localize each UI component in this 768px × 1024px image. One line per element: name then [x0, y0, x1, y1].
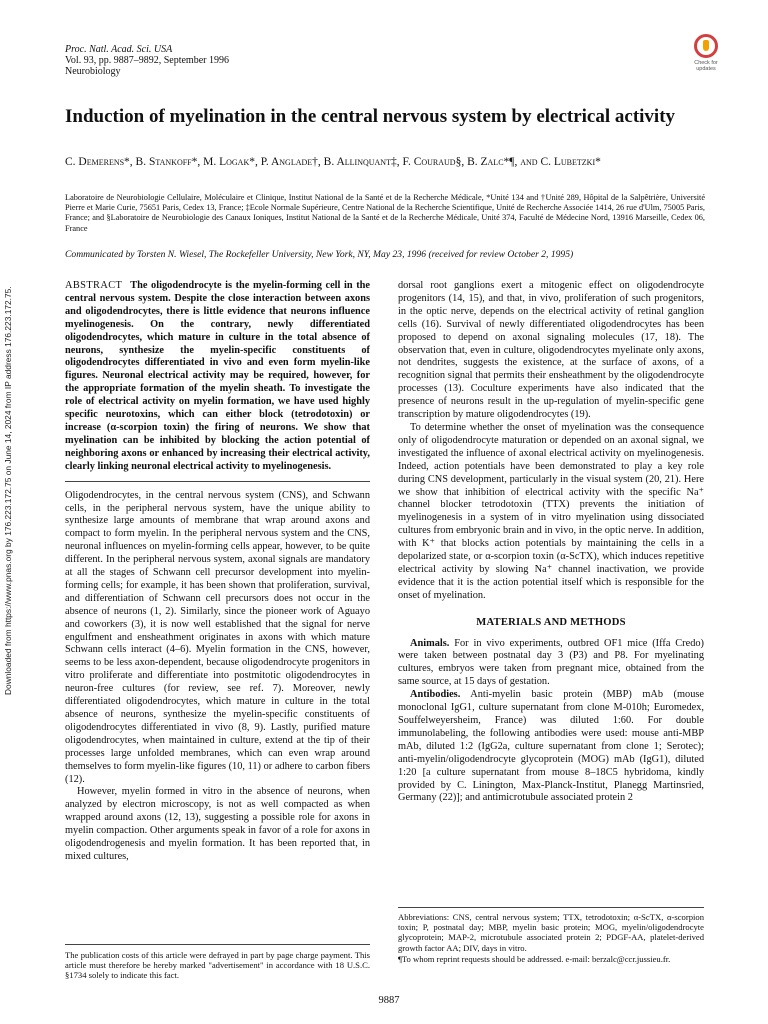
subheading-animals: Animals.	[410, 637, 450, 649]
badge-line-2: updates	[696, 66, 716, 72]
body-paragraph: Oligodendrocytes, in the central nervous system (CNS), and Schwann cells, in the peripheral nervous system, have the unique ability to synthesize large amounts of membrane that wrap around axons and compact to form myelin. In the peripheral nervous system and the CNS, neuronal influences on myelin-forming cells appear, however, to be quite different. In the peripheral nervous system, axonal signals are mandatory at all the stages of Schwann cell precursor development into myelin-forming cells; for example, it has been shown that proliferation, survival, and differentiation of Schwann cell precursors does not occur in the absence of neurons (1, 2). Similarly, since the pioneer work of Aguayo and coworkers (3), it is now well established that the signal for nerve engulfment and ensheathment originates in axons with which mature Schwann cells interact (4–6). Myelin formation in the CNS, however, seems to be less axon-dependent, because oligodendrocyte progenitors in vitro proliferate and differentiate into postmitotic oligodendrocytes in neuron-free cultures (for review, see ref. 7). Moreover, newly differentiated oligodendrocytes, which mature in culture in the total absence of neurons, synthesize the myelin-specific constituents of oligodendrocytes differentiated in vivo (8, 9). Lastly, purified mature oligodendrocytes, when maintained in culture, extend at the tip of their processes large unfolded membranes, which can even wrap around themselves to form myelin-like figures (10, 11) or adhere to carbon fibers (12).	[65, 489, 370, 785]
abstract-label: ABSTRACT	[65, 280, 123, 291]
section-heading: MATERIALS AND METHODS	[476, 616, 626, 628]
check-for-updates-icon	[694, 34, 718, 58]
methods-antibodies	[398, 689, 704, 805]
abstract	[65, 280, 370, 474]
badge-line-1: Check for	[694, 60, 718, 66]
abstract-divider	[65, 481, 370, 482]
body-paragraph: To determine whether the onset of myelination was the consequence only of oligodendrocyte maturation or depended on an axonal signal, we investigated the influence of axonal electrical activity on myelinogenesis. Indeed, action potentials have been demonstrated to play a key role during CNS development, particularly in the visual system (20, 21). Here we show that inhibition of electrical activity with the specific Na⁺ channel blocker tetrodotoxin (TTX) prevents the initiation of myelinogenesis in a system of in vitro myelination using dissociated cultures from embryonic brain and in vivo, in the optic nerve. In addition, with K⁺ that blocks action potentials by maintaining the cells in a depolarized state, or α-scorpion toxin (α-ScTX), which induces repetitive electrical activity by slowing Na⁺ channel inactivation, we provide evidence that it is the action potential itself which is responsible for the onset of myelination.	[398, 421, 704, 601]
section-name: Neurobiology	[65, 66, 121, 77]
download-notice: Downloaded from https://www.pnas.org by 176.223.172.75 on June 14, 2024 from IP address 176.223.172.75.	[3, 286, 13, 695]
communicated-by: Communicated by Torsten N. Wiesel, The Rockefeller University, New York, NY, May 23, 1996 (received for review October 2, 1995)	[65, 249, 574, 260]
antibodies-text: Anti-myelin basic protein (MBP) mAb (mouse monoclonal IgG1, culture supernatant from clone M-010h; Euromedex, Souffelweyersheim, France) was diluted 1:60. For double immunolabeling, the following antibodies were used: mouse anti-MBP mAb, diluted 1:2 (IgG2a, culture supernatant from clone 1; Serotec); anti-myelin/oligodendrocyte glycoprotein (MOG) mAb (IgG1), diluted 1:20 [a culture supernatant from mouse 8–18C5 hybridoma, kindly provided by C. Linington, Max-Planck-Institut, Planegg Martinsried, Germany (22)]; and antimicrotubule associated protein 2	[398, 689, 705, 804]
journal-name: Proc. Natl. Acad. Sci. USA	[65, 44, 173, 55]
abstract-text: The oligodendrocyte is the myelin-forming cell in the central nervous system. Despite the close interaction between axons and oligodendrocytes, there is little evidence that neurons influence myelinogenesis. On the contrary, newly differentiated oligodendrocytes, which mature in culture in the total absence of neurons, synthesize the myelin-specific constituents of oligodendrocytes differentiated in vivo and even form myelin-like figures. Neuronal electrical activity may be required, however, for the appropriate formation of the myelin sheath. To investigate the role of electrical activity on myelin formation, we have used highly specific neurotoxins, which can either block (tetrodotoxin) or increase (α-scorpion toxin) the firing of neurons. We show that myelination can be inhibited by blocking the action potential of neighboring axons or enhanced by increasing their electrical activity, clearly linking neuronal electrical activity to myelinogenesis.	[65, 280, 370, 472]
left-column	[65, 280, 370, 864]
abbreviations-note: Abbreviations: CNS, central nervous system; TTX, tetrodotoxin; α-ScTX, α-scorpion toxin; P, postnatal day; MBP, myelin basic protein; MOG, myelin/oligodendrocyte glycoprotein; MAP-2, microtubule associated protein 2; PDGF-AA, platelet-derived growth factor AA; DIV, days in vitro.	[398, 912, 704, 953]
reprint-note: ¶To whom reprint requests should be addressed. e-mail: berzalc@ccr.jussieu.fr.	[398, 953, 671, 964]
volume-info: Vol. 93, pp. 9887–9892, September 1996	[65, 55, 229, 66]
publication-cost-note: The publication costs of this article were defrayed in part by page charge payment. This article must therefore be hereby marked "advertisement" in accordance with 18 U.S.C. §1734 solely to indicate this fact.	[65, 944, 370, 981]
author-list: C. Demerens*, B. Stankoff*, M. Logak*, P. Anglade†, B. Allinquant‡, F. Couraud§, B. Zalc*¶, and C. Lubetzki*	[65, 156, 601, 168]
body-paragraph: dorsal root ganglions exert a mitogenic effect on oligodendrocyte progenitors (14, 15), and that, in vivo, proliferation of such progenitors, in the optic nerve, depends on the electrical activity of retinal ganglion cells (16). Survival of newly differentiated oligodendrocytes has been proposed to depend on axonal signaling molecules (17, 18). The observation that, even in culture, oligodendrocytes myelinate only axons, not dendrites, suggests the existence, at the surface of axons, of a recognition signal that permits their ensheathment by the oligodendrocyte processes (13). Coculture experiments have also indicated that the presence of neurons result in the up-regulation of myelin-specific gene transcription by mature oligodendrocytes (19).	[398, 280, 704, 421]
methods-animals	[398, 638, 704, 690]
article-title: Induction of myelination in the central nervous system by electrical activity	[65, 106, 676, 127]
right-column	[398, 280, 704, 805]
body-paragraph: However, myelin formed in vitro in the absence of neurons, when analyzed by electron microscopy, is not as well compacted as when wrapped around axons (12, 13), suggesting a possible role for axons in myelin compaction. Other arguments speak in favor of a role for axons in oligodendrogenesis and myelin formation. It has been reported that, in mixed cultures,	[65, 786, 370, 862]
check-for-updates-badge[interactable]	[686, 34, 726, 74]
journal-header	[65, 44, 229, 77]
page-number: 9887	[378, 995, 400, 1006]
subheading-antibodies: Antibodies.	[410, 689, 461, 701]
affiliations: Laboratoire de Neurobiologie Cellulaire, Moléculaire et Clinique, Institut National de la Santé et de la Recherche Médicale, *Unité 134 and †Unité 289, Hôpital de la Salpêtrière, Université Pierre et Marie Curie, 75651 Paris, Cedex 13, France; ‡Ecole Normale Supérieure, Centre National de la Recherche Scientifique, Unité de Recherche Associée 1414, 26 rue d'Ulm, 75005 Paris, France; and §Laboratoire de Neurobiologie des Canaux Ioniques, Institut National de la Santé et de la Recherche Médicale, Unité 374, Faculté de Médecine Nord, 13916 Marseille, Cedex 06, France	[65, 193, 705, 233]
animals-text: For in vivo experiments, outbred OF1 mice (Iffa Credo) were taken between postnatal day 3 (P3) and P8. For myelinating cultures, embryos were taken from pregnant mice, obtained from the same source, at 15 days of gestation.	[398, 637, 704, 688]
footnotes	[398, 907, 704, 965]
